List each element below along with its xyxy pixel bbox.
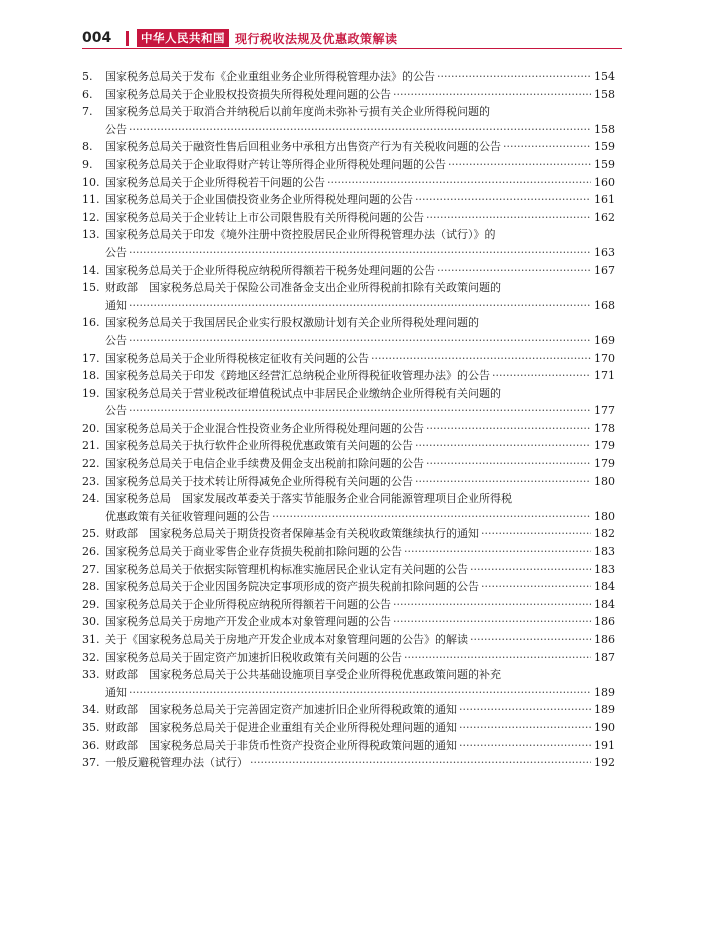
toc-entry-page: 162 — [594, 210, 615, 224]
toc-entry-title: 国家税务总局 国家发展改革委关于落实节能服务企业合同能源管理项目企业所得税 — [105, 492, 512, 506]
toc-entry-title: 国家税务总局关于企业所得税若干问题的公告 — [105, 175, 325, 189]
toc-entry-page: 158 — [594, 87, 615, 101]
toc-entry-number: 12. — [82, 210, 100, 224]
toc-entry-title: 通知 — [105, 685, 127, 699]
toc-entry-number: 24. — [82, 492, 100, 506]
table-of-contents — [82, 68, 615, 772]
toc-entry[interactable] — [82, 86, 615, 104]
toc-entry-title: 国家税务总局关于企业股权投资损失所得税处理问题的公告 — [105, 87, 391, 101]
toc-entry-number: 6. — [82, 87, 93, 101]
toc-entry-line — [82, 174, 615, 192]
toc-entry-page: 192 — [594, 756, 615, 770]
toc-entry-line — [82, 508, 615, 526]
leader-dots — [492, 367, 591, 385]
leader-dots — [393, 86, 591, 104]
toc-entry-title: 财政部 国家税务总局关于保险公司准备金支出企业所得税前扣除有关政策问题的 — [105, 281, 501, 295]
toc-entry[interactable] — [82, 226, 615, 261]
running-header — [82, 26, 622, 50]
leader-dots — [404, 649, 591, 667]
toc-entry[interactable] — [82, 437, 615, 455]
toc-entry-line — [82, 297, 615, 315]
toc-entry[interactable] — [82, 385, 615, 420]
toc-entry-number: 30. — [82, 615, 100, 629]
toc-entry-number: 17. — [82, 351, 100, 365]
toc-entry-page: 170 — [594, 351, 615, 365]
toc-entry-title: 国家税务总局关于企业混合性投资业务企业所得税处理问题的公告 — [105, 421, 424, 435]
toc-entry-page: 184 — [594, 597, 615, 611]
leader-dots — [393, 613, 591, 631]
book-title: 现行税收法规及优惠政策解读 — [235, 31, 398, 46]
toc-entry-number: 34. — [82, 703, 100, 717]
toc-entry-page: 182 — [594, 527, 615, 541]
toc-entry-title: 国家税务总局关于取消合并纳税后以前年度尚未弥补亏损有关企业所得税问题的 — [105, 105, 490, 119]
leader-dots — [426, 209, 591, 227]
toc-entry-title: 国家税务总局关于企业所得税应纳税所得额若干问题的公告 — [105, 597, 391, 611]
toc-entry-number: 18. — [82, 369, 100, 383]
toc-entry-title: 关于《国家税务总局关于房地产开发企业成本对象管理问题的公告》的解读 — [105, 633, 468, 646]
toc-entry-line — [82, 103, 615, 121]
toc-entry-line — [82, 138, 615, 156]
toc-entry-line — [82, 737, 615, 755]
header-band — [137, 29, 398, 47]
leader-dots — [459, 701, 591, 719]
leader-dots — [129, 121, 591, 139]
toc-entry-number: 31. — [82, 633, 100, 646]
toc-entry-line — [82, 666, 615, 684]
leader-dots — [503, 138, 591, 156]
toc-entry-line — [82, 350, 615, 368]
leader-dots — [415, 191, 591, 209]
toc-entry[interactable] — [82, 174, 615, 192]
toc-entry-line — [82, 332, 615, 350]
leader-dots — [129, 244, 591, 262]
toc-entry-number: 9. — [82, 157, 93, 171]
toc-entry[interactable] — [82, 473, 615, 491]
toc-entry-page: 180 — [594, 509, 615, 523]
toc-entry-title: 国家税务总局关于商业零售企业存货损失税前扣除问题的公告 — [105, 545, 402, 559]
toc-entry-number: 8. — [82, 140, 93, 154]
toc-entry-line — [82, 68, 615, 86]
toc-entry-title: 优惠政策有关征收管理问题的公告 — [105, 509, 270, 523]
toc-entry[interactable] — [82, 455, 615, 473]
leader-dots — [371, 350, 591, 368]
toc-entry-title: 国家税务总局关于房地产开发企业成本对象管理问题的公告 — [105, 615, 391, 629]
toc-entry-page: 168 — [594, 298, 615, 312]
toc-entry-title: 公告 — [105, 404, 127, 418]
toc-entry-page: 177 — [594, 404, 615, 418]
toc-entry-page: 183 — [594, 562, 615, 576]
toc-entry-number: 26. — [82, 545, 100, 559]
toc-entry-line — [82, 262, 615, 280]
toc-entry-page: 186 — [594, 615, 615, 629]
toc-entry-number: 37. — [82, 756, 100, 770]
toc-entry-title: 国家税务总局关于印发《跨地区经营汇总纳税企业所得税征收管理办法》的公告 — [105, 369, 490, 383]
toc-entry[interactable] — [82, 578, 615, 596]
toc-entry[interactable] — [82, 543, 615, 561]
toc-entry-number: 29. — [82, 597, 100, 611]
leader-dots — [129, 402, 591, 420]
toc-entry[interactable] — [82, 367, 615, 385]
toc-entry-number: 22. — [82, 457, 100, 471]
toc-entry-line — [82, 719, 615, 737]
toc-entry-line — [82, 631, 615, 649]
toc-entry-line — [82, 314, 615, 332]
toc-entry-title: 国家税务总局关于企业取得财产转让等所得企业所得税处理问题的公告 — [105, 157, 446, 171]
toc-entry-line — [82, 385, 615, 403]
toc-entry-line — [82, 701, 615, 719]
toc-entry-line — [82, 279, 615, 297]
leader-dots — [470, 561, 591, 579]
toc-entry-number: 5. — [82, 70, 93, 83]
leader-dots — [481, 578, 591, 596]
leader-dots — [404, 543, 591, 561]
toc-entry-title: 国家税务总局关于企业转让上市公司限售股有关所得税问题的公告 — [105, 210, 424, 224]
toc-entry-number: 14. — [82, 263, 100, 277]
toc-entry-page: 161 — [594, 193, 615, 207]
toc-entry-number: 32. — [82, 650, 100, 664]
toc-entry-line — [82, 455, 615, 473]
toc-entry[interactable] — [82, 719, 615, 737]
leader-dots — [470, 631, 591, 649]
toc-entry-line — [82, 561, 615, 579]
toc-entry-number: 16. — [82, 316, 100, 330]
leader-dots — [459, 737, 591, 755]
toc-entry-title: 财政部 国家税务总局关于公共基础设施项目享受企业所得税优惠政策问题的补充 — [105, 668, 501, 682]
toc-entry-line — [82, 613, 615, 631]
toc-entry-page: 190 — [594, 720, 615, 734]
toc-entry-line — [82, 420, 615, 438]
toc-entry-page: 169 — [594, 333, 615, 347]
toc-entry[interactable] — [82, 209, 615, 227]
toc-entry[interactable] — [82, 525, 615, 543]
toc-entry-line — [82, 684, 615, 702]
toc-entry[interactable] — [82, 68, 615, 86]
toc-entry-line — [82, 473, 615, 491]
toc-entry-number: 25. — [82, 527, 100, 541]
leader-dots — [448, 156, 591, 174]
toc-entry-line — [82, 437, 615, 455]
leader-dots — [129, 684, 591, 702]
leader-dots — [129, 332, 591, 350]
toc-entry-title: 财政部 国家税务总局关于期货投资者保障基金有关税收政策继续执行的通知 — [105, 527, 479, 541]
toc-entry-title: 国家税务总局关于企业国债投资业务企业所得税处理问题的公告 — [105, 193, 413, 207]
toc-entry[interactable] — [82, 156, 615, 174]
leader-dots — [415, 473, 591, 491]
toc-entry[interactable] — [82, 490, 615, 525]
toc-entry-title: 公告 — [105, 333, 127, 347]
toc-entry[interactable] — [82, 350, 615, 368]
toc-entry-page: 179 — [594, 457, 615, 471]
leader-dots — [250, 754, 591, 772]
toc-entry[interactable] — [82, 103, 615, 138]
toc-entry-title: 国家税务总局关于印发《境外注册中资控股居民企业所得税管理办法（试行）》的 — [105, 228, 496, 242]
toc-entry[interactable] — [82, 613, 615, 631]
toc-entry-number: 35. — [82, 720, 100, 734]
toc-entry-page: 160 — [594, 175, 615, 189]
toc-entry-number: 13. — [82, 228, 100, 242]
toc-entry-number: 20. — [82, 421, 100, 435]
toc-entry-line — [82, 226, 615, 244]
leader-dots — [481, 525, 591, 543]
leader-dots — [437, 68, 591, 86]
toc-entry-title: 国家税务总局关于企业所得税应纳税所得额若干税务处理问题的公告 — [105, 263, 435, 277]
leader-dots — [272, 508, 591, 526]
leader-dots — [426, 455, 591, 473]
toc-entry[interactable] — [82, 561, 615, 579]
toc-entry-title: 一般反避税管理办法（试行） — [105, 756, 248, 770]
toc-entry-number: 23. — [82, 474, 100, 488]
toc-entry-page: 159 — [594, 157, 615, 171]
toc-entry-page: 183 — [594, 545, 615, 559]
toc-entry-title: 国家税务总局关于技术转让所得减免企业所得税有关问题的公告 — [105, 474, 413, 488]
toc-entry[interactable] — [82, 596, 615, 614]
toc-entry-title: 国家税务总局关于融资性售后回租业务中承租方出售资产行为有关税收问题的公告 — [105, 140, 501, 154]
toc-entry-line — [82, 596, 615, 614]
toc-entry[interactable] — [82, 737, 615, 755]
toc-entry[interactable] — [82, 314, 615, 349]
toc-entry-line — [82, 209, 615, 227]
toc-entry-page: 180 — [594, 474, 615, 488]
toc-entry[interactable] — [82, 631, 615, 649]
toc-entry-page: 163 — [594, 245, 615, 259]
toc-entry-title: 财政部 国家税务总局关于非货币性资产投资企业所得税政策问题的通知 — [105, 738, 457, 752]
leader-dots — [437, 262, 591, 280]
toc-entry-page: 187 — [594, 650, 615, 664]
toc-entry-title: 国家税务总局关于营业税改征增值税试点中非居民企业缴纳企业所得税有关问题的 — [105, 386, 501, 400]
toc-entry-line — [82, 490, 615, 508]
toc-entry[interactable] — [82, 701, 615, 719]
leader-dots — [393, 596, 591, 614]
toc-entry-line — [82, 244, 615, 262]
toc-entry[interactable] — [82, 262, 615, 280]
toc-entry-number: 27. — [82, 562, 100, 576]
toc-entry-number: 36. — [82, 738, 100, 752]
toc-entry-line — [82, 578, 615, 596]
toc-entry[interactable] — [82, 420, 615, 438]
leader-dots — [327, 174, 591, 192]
toc-entry-line — [82, 156, 615, 174]
toc-entry-line — [82, 754, 615, 772]
toc-entry[interactable] — [82, 191, 615, 209]
toc-entry-title: 国家税务总局关于企业所得税核定征收有关问题的公告 — [105, 351, 369, 365]
toc-entry-line — [82, 121, 615, 139]
toc-entry-line — [82, 367, 615, 385]
toc-entry-number: 33. — [82, 668, 100, 682]
toc-entry-title: 国家税务总局关于企业因国务院决定事项形成的资产损失税前扣除问题的公告 — [105, 580, 479, 594]
leader-dots — [129, 297, 591, 315]
leader-dots — [459, 719, 591, 737]
toc-entry-page: 167 — [594, 263, 615, 277]
toc-entry[interactable] — [82, 666, 615, 701]
toc-entry-page: 158 — [594, 122, 615, 136]
toc-entry-page: 189 — [594, 703, 615, 717]
toc-entry-line — [82, 543, 615, 561]
toc-entry-page: 191 — [594, 738, 615, 752]
page-number: 004 — [82, 30, 112, 46]
toc-entry-line — [82, 86, 615, 104]
header-separator-bar — [126, 31, 129, 46]
toc-entry[interactable] — [82, 649, 615, 667]
header-rule — [82, 48, 622, 49]
toc-entry-title: 国家税务总局关于依据实际管理机构标准实施居民企业认定有关问题的公告 — [105, 562, 468, 576]
toc-entry-title: 国家税务总局关于我国居民企业实行股权激励计划有关企业所得税处理问题的 — [105, 316, 479, 330]
toc-entry-title: 财政部 国家税务总局关于促进企业重组有关企业所得税处理问题的通知 — [105, 720, 457, 734]
toc-entry-page: 186 — [594, 633, 615, 646]
leader-dots — [415, 437, 591, 455]
toc-entry-line — [82, 525, 615, 543]
toc-entry-number: 28. — [82, 580, 100, 594]
toc-entry-title: 国家税务总局关于发布《企业重组业务企业所得税管理办法》的公告 — [105, 70, 435, 83]
toc-entry-number: 15. — [82, 281, 100, 295]
toc-entry-title: 财政部 国家税务总局关于完善固定资产加速折旧企业所得税政策的通知 — [105, 703, 457, 717]
toc-entry-number: 19. — [82, 386, 100, 400]
leader-dots — [426, 420, 591, 438]
toc-entry[interactable] — [82, 279, 615, 314]
toc-entry-title: 公告 — [105, 122, 127, 136]
toc-entry-page: 159 — [594, 140, 615, 154]
toc-entry-title: 公告 — [105, 245, 127, 259]
toc-entry-title: 国家税务总局关于固定资产加速折旧税收政策有关问题的公告 — [105, 650, 402, 664]
toc-entry-title: 国家税务总局关于电信企业手续费及佣金支出税前扣除问题的公告 — [105, 457, 424, 471]
toc-entry-page: 171 — [594, 369, 615, 383]
toc-entry-line — [82, 402, 615, 420]
toc-entry-title: 国家税务总局关于执行软件企业所得税优惠政策有关问题的公告 — [105, 439, 413, 453]
toc-entry-page: 189 — [594, 685, 615, 699]
toc-entry-page: 184 — [594, 580, 615, 594]
toc-entry-line — [82, 649, 615, 667]
toc-entry-page: 178 — [594, 421, 615, 435]
toc-entry-page: 179 — [594, 439, 615, 453]
toc-entry[interactable] — [82, 138, 615, 156]
toc-entry-number: 10. — [82, 175, 100, 189]
toc-entry-line — [82, 191, 615, 209]
toc-entry[interactable] — [82, 754, 615, 772]
toc-entry-page: 154 — [594, 70, 615, 83]
toc-entry-title: 通知 — [105, 298, 127, 312]
toc-entry-number: 21. — [82, 439, 100, 453]
country-label: 中华人民共和国 — [137, 29, 229, 47]
toc-entry-number: 7. — [82, 105, 93, 119]
toc-entry-number: 11. — [82, 193, 100, 207]
